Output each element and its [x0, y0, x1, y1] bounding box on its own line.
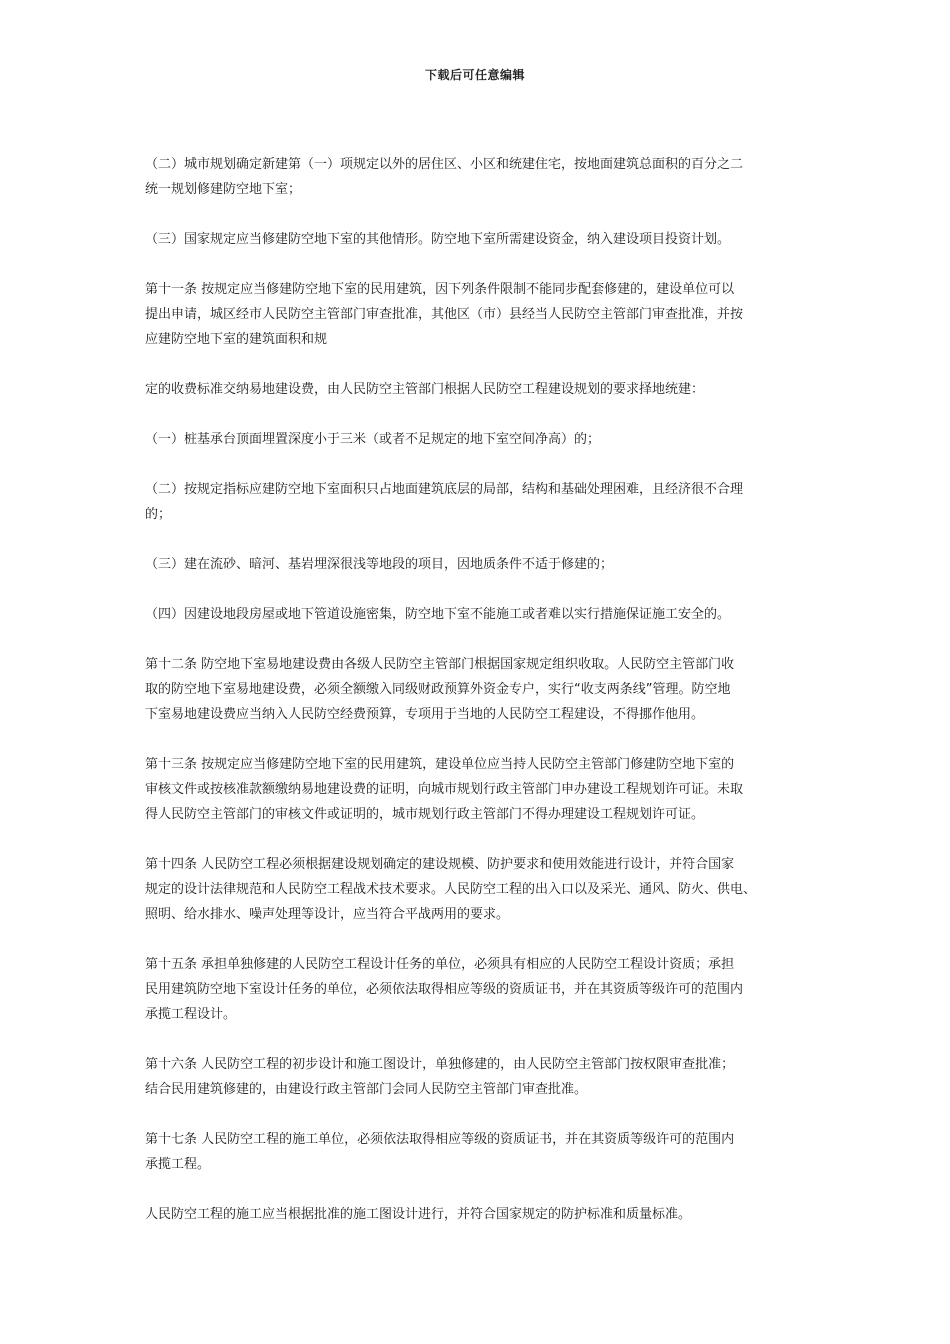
paragraph: 第十三条 按规定应当修建防空地下室的民用建筑，建设单位应当持人民防空主管部门修建防空地下室的 审核文件或按核准款额缴纳易地建设费的证明，向城市规划行政主管部门申办建设工程规划许可证。未取 得人民防空主管部门的审核文件或证明的，城市规划行政主管部门不得办理建设工程规划许可证。 [145, 757, 744, 822]
paragraph: （二）城市规划确定新建第（一）项规定以外的居住区、小区和统建住宅，按地面建筑总面积的百分之二 统一规划修建防空地下室； [145, 157, 744, 197]
paragraph: （四）因建设地段房屋或地下管道设施密集，防空地下室不能施工或者难以实行措施保证施工安全的。 [145, 607, 731, 622]
paragraph: （三）建在流砂、暗河、基岩埋深很浅等地段的项目，因地质条件不适于修建的； [145, 557, 614, 572]
page-header: 下载后可任意编辑 [424, 68, 525, 82]
paragraph: 第十五条 承担单独修建的人民防空工程设计任务的单位，必须具有相应的人民防空工程设计资质；承担 民用建筑防空地下室设计任务的单位，必须依法取得相应等级的资质证书，并在其资质等级许可的范围内 承揽工程设计。 [145, 957, 744, 1022]
paragraph: （二）按规定指标应建防空地下室面积只占地面建筑底层的局部，结构和基础处理困难，且经济很不合理 的； [145, 482, 744, 522]
paragraph: 定的收费标准交纳易地建设费，由人民防空主管部门根据人民防空工程建设规划的要求择地统建： [145, 382, 705, 397]
document-body [145, 152, 817, 1252]
paragraph: （三）国家规定应当修建防空地下室的其他情形。防空地下室所需建设资金，纳入建设项目投资计划。 [145, 232, 731, 247]
paragraph: 第十一条 按规定应当修建防空地下室的民用建筑，因下列条件限制不能同步配套修建的，建设单位可以 提出申请，城区经市人民防空主管部门审查批准，其他区（市）县经当人民防空主管部门审查批准，并按 应建防空地下室的建筑面积和规 [145, 282, 744, 347]
paragraph: 第十七条 人民防空工程的施工单位，必须依法取得相应等级的资质证书，并在其资质等级许可的范围内 承揽工程。 [145, 1132, 735, 1172]
paragraph: 人民防空工程的施工应当根据批准的施工图设计进行，并符合国家规定的防护标准和质量标准。 [145, 1207, 692, 1222]
paragraph: 第十二条 防空地下室易地建设费由各级人民防空主管部门根据国家规定组织收取。人民防空主管部门收 取的防空地下室易地建设费，必须全额缴入同级财政预算外资金专户，实行“收支两条线”管理。防空地 下室易地建设费应当纳入人民防空经费预算，专项用于当地的人民防空工程建设，不得挪作他用。 [145, 657, 735, 722]
paragraph: 第十四条 人民防空工程必须根据建设规划确定的建设规模、防护要求和使用效能进行设计，并符合国家 规定的设计法律规范和人民防空工程战术技术要求。人民防空工程的出入口以及采光、通风、防火、供电、 照明、给水排水、噪声处理等设计，应当符合平战两用的要求。 [145, 857, 757, 922]
paragraph: （一）桩基承台顶面埋置深度小于三米（或者不足规定的地下室空间净高）的； [145, 432, 601, 447]
paragraph: 第十六条 人民防空工程的初步设计和施工图设计，单独修建的，由人民防空主管部门按权限审查批准； 结合民用建筑修建的，由建设行政主管部门会同人民防空主管部门审查批准。 [145, 1057, 735, 1097]
